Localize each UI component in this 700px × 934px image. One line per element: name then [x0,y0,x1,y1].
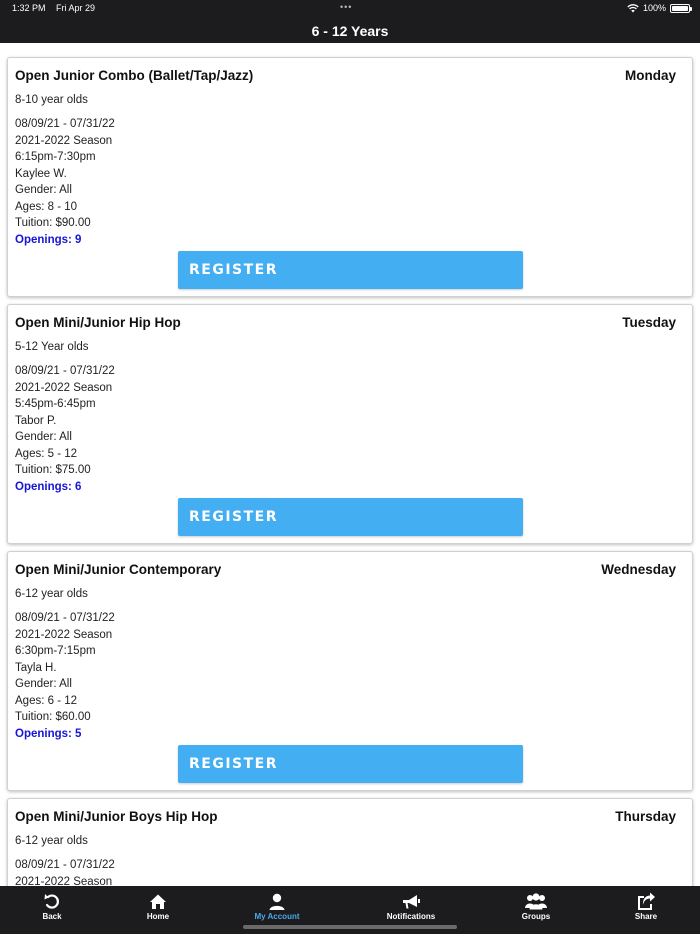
tab-back[interactable] [0,892,112,921]
class-dates: 08/09/21 - 07/31/22 [15,859,115,871]
status-date: Fri Apr 29 [56,3,96,13]
class-dates: 08/09/21 - 07/31/22 [15,118,115,130]
class-openings: Openings: 5 [15,727,82,740]
tab-label: My Account [254,912,300,921]
register-button[interactable]: REGISTER [178,745,523,783]
share-icon [636,892,656,912]
class-title: Open Mini/Junior Contemporary [15,562,222,577]
class-details [15,857,115,886]
class-ages: Ages: 8 - 10 [15,200,78,213]
status-time: 1:32 PM [12,3,46,13]
class-season: 2021-2022 Season [15,628,113,641]
tab-label: Back [42,912,62,921]
class-ages: Ages: 6 - 12 [15,694,78,707]
class-dates: 08/09/21 - 07/31/22 [15,612,115,624]
class-openings: Openings: 6 [15,480,82,493]
class-details [15,610,115,742]
register-button[interactable]: REGISTER [178,498,523,536]
class-card [7,57,693,297]
register-button[interactable]: REGISTER [178,251,523,289]
class-day: Thursday [615,809,676,824]
class-time: 6:30pm-7:15pm [15,645,96,657]
class-ages: Ages: 5 - 12 [15,447,78,460]
home-icon [148,892,168,912]
class-subtitle: 6-12 year olds [15,588,88,600]
class-tuition: Tuition: $75.00 [15,464,91,476]
class-gender: Gender: All [15,184,72,196]
tab-label: Groups [521,912,551,921]
class-openings: Openings: 9 [15,233,82,246]
tab-home[interactable] [98,892,218,921]
class-time: 5:45pm-6:45pm [15,398,96,410]
class-subtitle: 5-12 Year olds [15,341,89,353]
status-bar [0,0,700,18]
nav-bar [0,18,700,43]
class-day: Tuesday [622,315,676,330]
class-gender: Gender: All [15,431,72,443]
class-instructor: Kaylee W. [15,167,67,180]
class-gender: Gender: All [15,678,72,690]
tab-my-account[interactable] [217,892,337,921]
tab-label: Home [146,912,170,921]
multitasking-dots[interactable]: ••• [340,2,353,12]
back-icon [42,892,62,912]
tab-label: Share [634,912,658,921]
class-details [15,116,115,248]
class-card [7,798,693,886]
class-time: 6:15pm-7:30pm [15,151,96,163]
tab-label: Notifications [386,912,436,921]
class-title: Open Mini/Junior Boys Hip Hop [15,809,218,824]
class-day: Wednesday [601,562,676,577]
tab-groups[interactable] [476,892,596,921]
status-indicators [627,3,690,13]
home-indicator[interactable] [243,925,457,929]
class-tuition: Tuition: $90.00 [15,217,91,229]
class-instructor: Tayla H. [15,661,57,674]
class-day: Monday [624,68,676,83]
class-subtitle: 8-10 year olds [15,94,88,106]
class-dates: 08/09/21 - 07/31/22 [15,365,115,377]
battery-percent: 100% [642,3,666,13]
page-title: 6 - 12 Years [311,23,389,39]
groups-icon [524,892,548,912]
tab-share[interactable] [586,892,700,921]
class-card [7,304,693,544]
user-icon [267,892,287,912]
wifi-icon [627,4,639,13]
status-clock [12,3,103,13]
class-subtitle: 6-12 year olds [15,835,88,847]
class-instructor: Tabor P. [15,414,57,427]
class-details [15,363,115,495]
class-title: Open Mini/Junior Hip Hop [15,315,181,330]
megaphone-icon [401,892,421,912]
battery-icon [670,4,690,13]
class-season: 2021-2022 Season [15,134,113,147]
class-tuition: Tuition: $60.00 [15,711,91,723]
tab-notifications[interactable] [351,892,471,921]
class-season: 2021-2022 Season [15,875,113,886]
class-title: Open Junior Combo (Ballet/Tap/Jazz) [15,68,254,83]
class-card [7,551,693,791]
class-list[interactable] [0,43,700,886]
class-season: 2021-2022 Season [15,381,113,394]
